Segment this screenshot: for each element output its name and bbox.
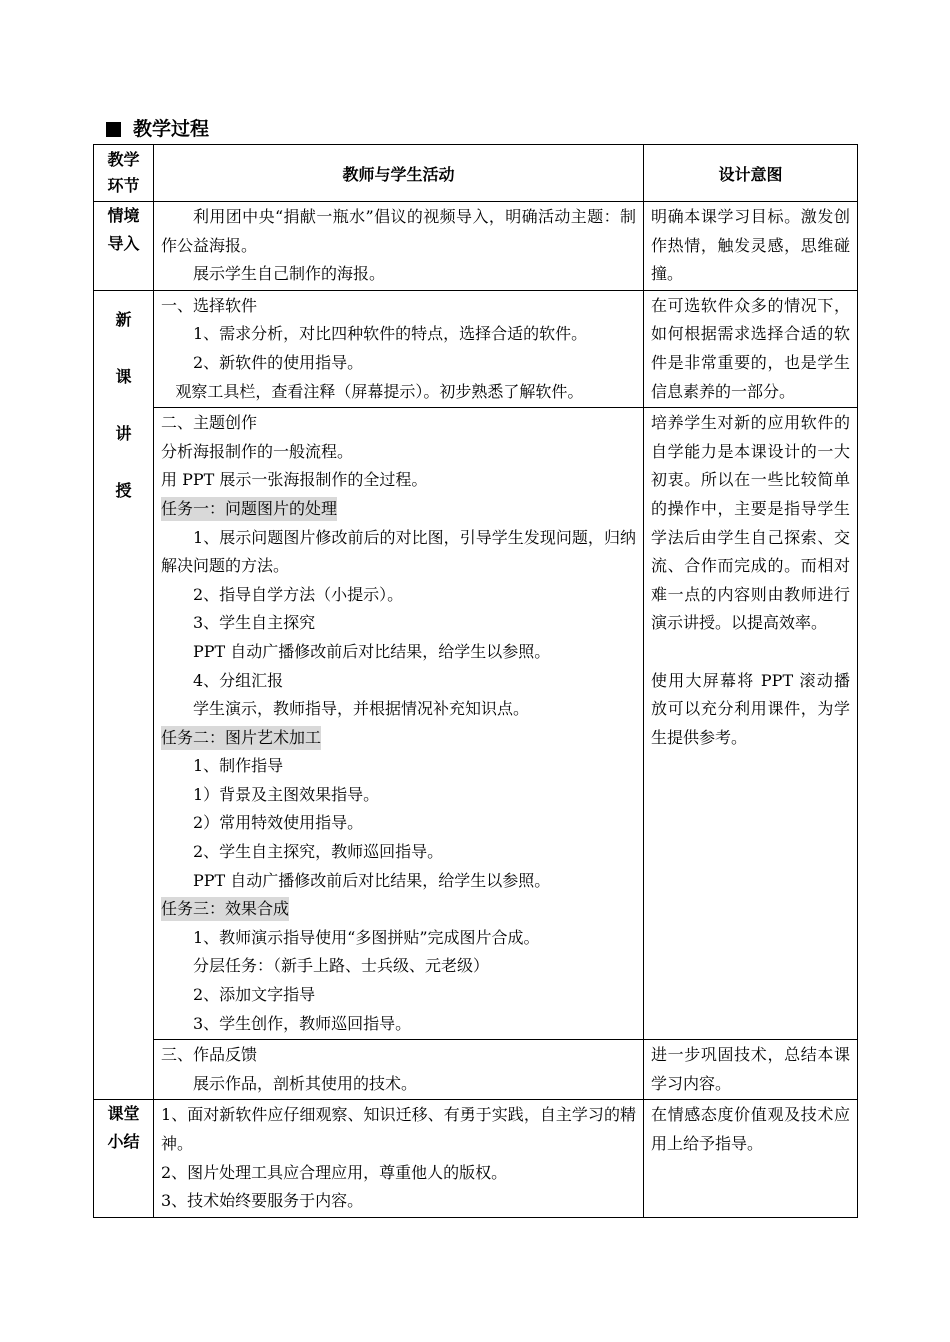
square-bullet-icon <box>106 122 121 137</box>
lesson-process-table <box>93 144 858 1218</box>
activity-line: 2、学生自主探究，教师巡回指导。 <box>193 842 444 862</box>
intent-part2 <box>644 408 858 1040</box>
intent-text: 培养学生对新的应用软件的自学能力是本课设计的一大初衷。所以在一些比较简单的操作中，主要是指导学生学法后由学生自己探索、交流、合作而完成的。而相对难一点的内容则由教师进行演示讲授。以提高效率。 <box>651 413 850 633</box>
activities-part2 <box>154 408 644 1040</box>
activity-line: 4、分组汇报 <box>193 670 284 690</box>
intent-intro <box>644 202 858 291</box>
activity-line: 分析海报制作的一般流程。 <box>161 441 354 461</box>
intent-summary <box>644 1100 858 1217</box>
stage-new-lesson <box>94 290 154 1100</box>
activity-line: 用 PPT 展示一张海报制作的全过程。 <box>161 470 428 490</box>
stage-summary-line2: 小结 <box>107 1132 140 1152</box>
intent-text: 明确本课学习目标。激发创作热情，触发灵感，思维碰撞。 <box>651 207 850 284</box>
part-title: 一、选择软件 <box>161 295 258 315</box>
activity-line: 1、面对新软件应仔细观察、知识迁移、有勇于实践，自主学习的精神。 <box>161 1105 636 1153</box>
activity-line: 展示学生自己制作的海报。 <box>193 264 386 284</box>
activity-line: 学生演示，教师指导，并根据情况补充知识点。 <box>193 699 530 719</box>
header-stage-line2: 环节 <box>107 176 140 195</box>
activity-line: 2、新软件的使用指导。 <box>193 352 364 372</box>
activity-line: 展示作品，剖析其使用的技术。 <box>193 1073 418 1093</box>
table-row-summary <box>94 1100 858 1217</box>
task-title: 任务三：效果合成 <box>161 897 289 921</box>
header-intent: 设计意图 <box>644 145 858 202</box>
activity-line: 2、添加文字指导 <box>193 985 316 1005</box>
intent-text: 使用大屏幕将 PPT 滚动播放可以充分利用课件，为学生提供参考。 <box>651 670 850 747</box>
table-row-intro <box>94 202 858 291</box>
activities-part3 <box>154 1040 644 1100</box>
stage-char: 讲 <box>115 423 132 443</box>
table-row-part2 <box>94 408 858 1040</box>
activity-line: 2）常用特效使用指导。 <box>193 813 364 833</box>
activity-line: 分层任务：（新手上路、士兵级、元老级） <box>193 956 490 976</box>
task-title: 任务二：图片艺术加工 <box>161 726 321 750</box>
intent-text: 进一步巩固技术，总结本课学习内容。 <box>651 1045 850 1093</box>
table-row-part3 <box>94 1040 858 1100</box>
task-title: 任务一：问题图片的处理 <box>161 497 337 521</box>
stage-char: 课 <box>115 366 132 386</box>
header-row <box>94 145 858 202</box>
intent-text: 在可选软件众多的情况下，如何根据需求选择合适的软件是非常重要的，也是学生信息素养的一部分。 <box>651 295 850 401</box>
part-title: 三、作品反馈 <box>161 1045 258 1065</box>
stage-summary-line1: 课堂 <box>107 1104 140 1124</box>
stage-char: 授 <box>115 480 132 500</box>
activity-line: 观察工具栏，查看注释（屏幕提示）。初步熟悉了解软件。 <box>175 381 584 401</box>
header-activities: 教师与学生活动 <box>154 145 644 202</box>
stage-intro-line2: 导入 <box>107 234 140 253</box>
activity-line: 利用团中央“捐献一瓶水”倡议的视频导入，明确活动主题：制作公益海报。 <box>161 207 636 255</box>
activity-line: 1、展示问题图片修改前后的对比图，引导学生发现问题，归纳解决问题的方法。 <box>161 527 636 576</box>
section-heading <box>106 116 209 142</box>
stage-intro <box>94 202 154 291</box>
section-title: 教学过程 <box>133 118 210 140</box>
activities-summary <box>154 1100 644 1217</box>
stage-intro-line1: 情境 <box>107 206 140 225</box>
stage-summary <box>94 1100 154 1217</box>
intent-part1 <box>644 290 858 407</box>
activity-line: PPT 自动广播修改前后对比结果，给学生以参照。 <box>193 641 551 661</box>
header-stage <box>94 145 154 202</box>
part-title: 二、主题创作 <box>161 413 258 433</box>
activity-line: 1）背景及主图效果指导。 <box>193 784 380 804</box>
stage-char: 新 <box>115 309 132 329</box>
activities-part1 <box>154 290 644 407</box>
table-row-part1 <box>94 290 858 407</box>
activity-line: 1、教师演示指导使用“多图拼贴”完成图片合成。 <box>193 927 540 947</box>
activities-intro <box>154 202 644 291</box>
activity-line: 3、技术始终要服务于内容。 <box>161 1191 364 1211</box>
activity-line: 2、图片处理工具应合理应用，尊重他人的版权。 <box>161 1162 508 1182</box>
intent-text: 在情感态度价值观及技术应用上给予指导。 <box>651 1105 850 1153</box>
activity-line: 1、需求分析，对比四种软件的特点，选择合适的软件。 <box>193 324 588 344</box>
activity-line: 1、制作指导 <box>193 756 284 776</box>
activity-line: 2、指导自学方法（小提示）。 <box>193 584 404 604</box>
header-stage-line1: 教学 <box>107 150 140 169</box>
activity-line: PPT 自动广播修改前后对比结果，给学生以参照。 <box>193 870 551 890</box>
intent-part3 <box>644 1040 858 1100</box>
activity-line: 3、学生自主探究 <box>193 613 316 633</box>
activity-line: 3、学生创作，教师巡回指导。 <box>193 1013 412 1033</box>
